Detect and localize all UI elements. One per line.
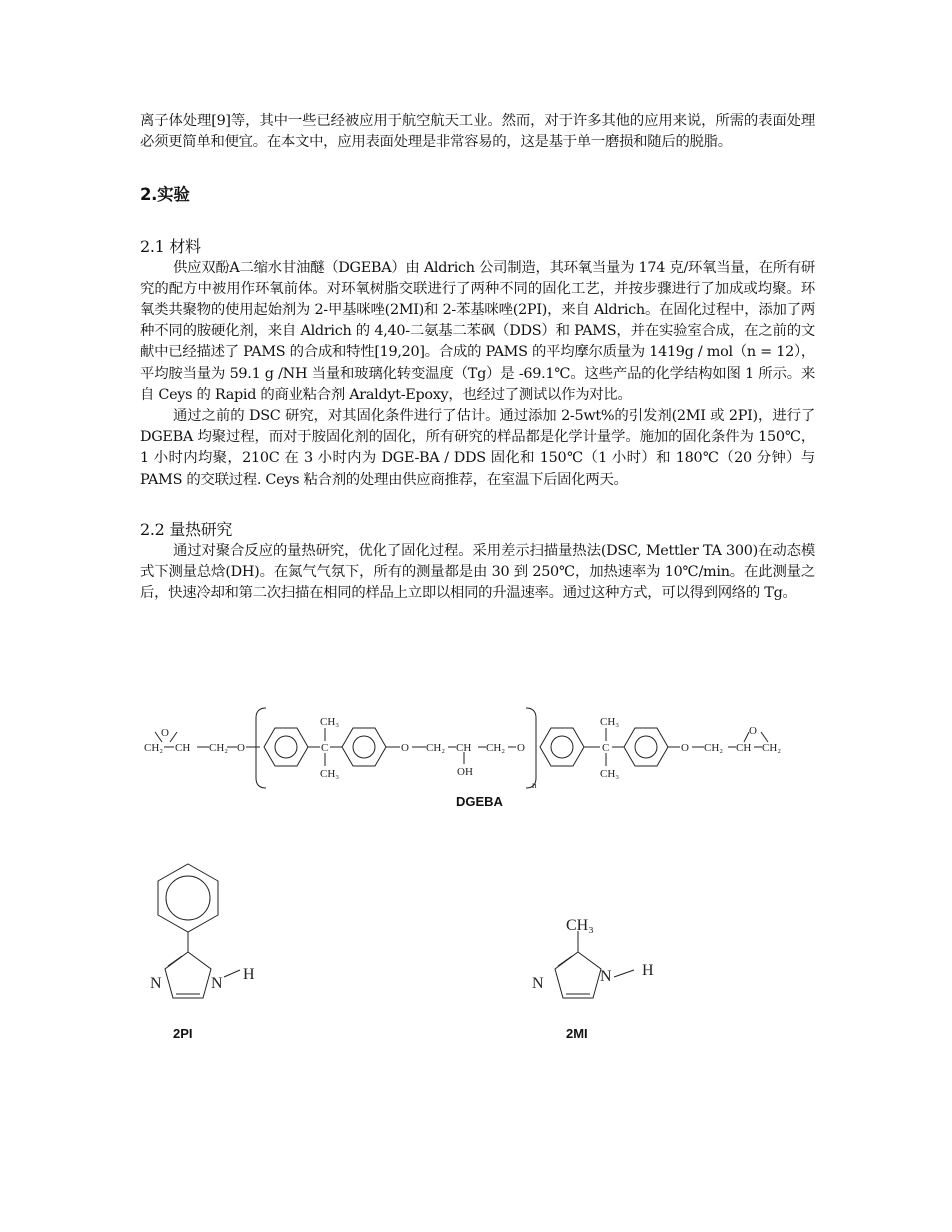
quaternary-c-label: C bbox=[321, 742, 329, 754]
ch2-label: CH₂ bbox=[144, 742, 164, 754]
ch2-label: CH₂ bbox=[762, 742, 782, 754]
ch-label: CH bbox=[456, 742, 472, 754]
ch2-label: CH₂ bbox=[486, 742, 506, 754]
ch3-label: CH₃ bbox=[320, 716, 340, 728]
2mi-caption: 2MI bbox=[566, 1026, 588, 1041]
hydrogen-label: H bbox=[243, 966, 255, 983]
calorimetry-paragraph: 通过对聚合反应的量热研究，优化了固化过程。采用差示扫描量热法(DSC, Mettler TA 300)在动态模式下测量总焓(DH)。在氮气气氛下，所有的测量都是由 30 到 250℃，加热速率为 10℃/min。在此测量之后，快速冷却和第二次扫描在相同的样品上立即以相同的升温速率。通过这种方式，可以得到网络的 Tg。 bbox=[140, 542, 815, 602]
ch2-label: CH₂ bbox=[209, 742, 229, 754]
ether-o-label: O bbox=[401, 742, 409, 754]
epoxide-o-left: O bbox=[161, 727, 169, 739]
ether-o-label: O bbox=[237, 742, 245, 754]
ether-o-label: O bbox=[517, 742, 525, 754]
ether-o-label: O bbox=[681, 742, 689, 754]
intro-paragraph: 离子体处理[9]等，其中一些已经被应用于航空航天工业。然而，对于许多其他的应用来说，所需的表面处理必须更简单和便宜。在本文中，应用表面处理是非常容易的，这是基于单一磨损和随后的脱脂。 bbox=[140, 113, 815, 151]
ch2-label: CH₂ bbox=[704, 742, 724, 754]
ch3-label: CH₃ bbox=[600, 768, 620, 780]
ch3-label: CH₃ bbox=[600, 716, 620, 728]
subsection-heading-calorimetry: 2.2 量热研究 bbox=[140, 519, 233, 539]
ch-label: CH bbox=[175, 742, 191, 754]
dgeba-caption: DGEBA bbox=[456, 794, 503, 809]
imidazole-n-label: N bbox=[532, 975, 544, 992]
methyl-label: CH₃ bbox=[566, 917, 594, 934]
materials-paragraph-2: 通过之前的 DSC 研究，对其固化条件进行了估计。通过添加 2-5wt%的引发剂(2MI 或 2PI)，进行了 DGEBA 均聚过程，而对于胺固化剂的固化，所有研究的样品都是化学计量学。施加的固化条件为 150℃，1 小时内均聚，210C 在 3 小时内为 DGE-BA / DDS 固化和 150℃（1 小时）和 180℃（20 分钟）与 PAMS 的交联过程. Ceys 粘合剂的处理由供应商推荐，在室温下后固化两天。 bbox=[140, 408, 815, 488]
subsection-heading-materials: 2.1 材料 bbox=[140, 236, 201, 256]
2pi-caption: 2PI bbox=[173, 1026, 193, 1041]
page-body bbox=[140, 111, 815, 604]
hydrogen-label: H bbox=[642, 962, 654, 979]
epoxide-o-right: O bbox=[749, 725, 757, 737]
hydroxyl-label: OH bbox=[457, 766, 473, 778]
imidazole-n-label: N bbox=[150, 975, 162, 992]
ch3-label: CH₃ bbox=[320, 768, 340, 780]
section-heading-experiment: 2.实验 bbox=[140, 185, 190, 205]
quaternary-c-label: C bbox=[602, 742, 610, 754]
imidazole-nh-label: N bbox=[211, 975, 223, 992]
imidazole-nh-label: N bbox=[600, 968, 612, 985]
materials-paragraph-1: 供应双酚A二缩水甘油醚（DGEBA）由 Aldrich 公司制造，其环氧当量为 174 克/环氧当量，在所有研究的配方中被用作环氧前体。对环氧树脂交联进行了两种不同的固化工艺，并按步骤进行了加成或均聚。环氧类共聚物的使用起始剂为 2-甲基咪唑(2MI)和 2-苯基咪唑(2PI)，来自 Aldrich。在固化过程中，添加了两种不同的胺硬化剂，来自 Aldrich 的 4,40-二氨基二苯砜（DDS）和 PAMS，并在实验室合成，在之前的文献中已经描述了 PAMS 的合成和特性[19,20]。合成的 PAMS 的平均摩尔质量为 1419g / mol（n = 12），平均胺当量为 59.1 g /NH 当量和玻璃化转变温度（Tg）是 -69.1℃。这些产品的化学结构如图 1 所示。来自 Ceys 的 Rapid 的商业粘合剂 Araldyt-Epoxy，也经过了测试以作为对比。 bbox=[140, 259, 815, 403]
ch-label: CH bbox=[736, 742, 752, 754]
repeat-n-label: n bbox=[532, 780, 537, 790]
ch2-label: CH₂ bbox=[426, 742, 446, 754]
